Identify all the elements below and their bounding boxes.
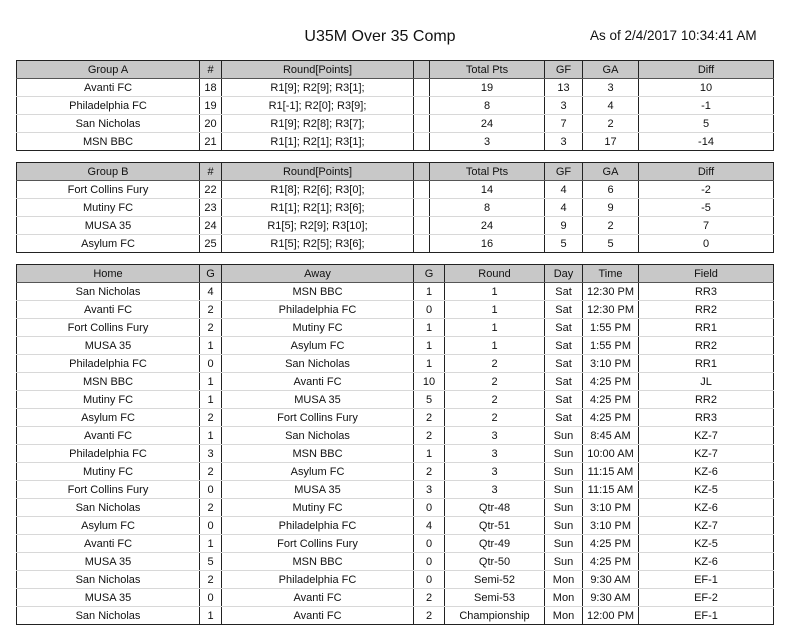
table-cell: MSN BBC (17, 133, 200, 151)
table-cell: 3 (445, 445, 545, 463)
table-cell: 0 (200, 589, 222, 607)
table-cell: 2 (414, 427, 445, 445)
table-cell: 3 (445, 463, 545, 481)
table-cell (414, 181, 430, 199)
table-row (17, 319, 774, 337)
table-cell: 0 (414, 535, 445, 553)
table-cell: 4:25 PM (583, 391, 639, 409)
table-cell: Avanti FC (222, 607, 414, 625)
table-cell: 1 (414, 445, 445, 463)
table-cell: KZ-6 (639, 553, 774, 571)
table-cell: R1[5]; R2[5]; R3[6]; (222, 235, 414, 253)
table-cell: EF-1 (639, 607, 774, 625)
table-cell: 3 (545, 133, 583, 151)
table-cell: JL (639, 373, 774, 391)
table-header-row (17, 61, 774, 79)
table-cell: Qtr-48 (445, 499, 545, 517)
table-cell: KZ-5 (639, 481, 774, 499)
table-cell: Mon (545, 589, 583, 607)
table-cell: 0 (639, 235, 774, 253)
table-cell: 25 (200, 235, 222, 253)
column-header: Day (545, 265, 583, 283)
table-cell: 4:25 PM (583, 535, 639, 553)
table-cell: Asylum FC (17, 517, 200, 535)
as-of-timestamp: As of 2/4/2017 10:34:41 AM (590, 28, 757, 43)
table-cell: 3 (200, 445, 222, 463)
table-cell: 5 (414, 391, 445, 409)
table-header-row (17, 265, 774, 283)
table-cell: San Nicholas (17, 115, 200, 133)
table-cell: 3:10 PM (583, 355, 639, 373)
table-cell: San Nicholas (222, 355, 414, 373)
table-cell: 2 (583, 115, 639, 133)
table-cell (414, 217, 430, 235)
table-cell: 1 (445, 337, 545, 355)
table-cell: 3 (445, 481, 545, 499)
table-cell: 0 (414, 571, 445, 589)
table-cell: Philadelphia FC (17, 445, 200, 463)
column-header: GA (583, 61, 639, 79)
table-cell: 2 (200, 301, 222, 319)
table-cell: 10 (414, 373, 445, 391)
table-cell: 1 (200, 607, 222, 625)
table-cell: 0 (414, 499, 445, 517)
table-row (17, 607, 774, 625)
table-cell: 12:30 PM (583, 301, 639, 319)
table-cell: 12:30 PM (583, 283, 639, 301)
table-cell (414, 79, 430, 97)
table-cell: R1[9]; R2[9]; R3[1]; (222, 79, 414, 97)
table-cell: Semi-53 (445, 589, 545, 607)
table-cell: 9 (545, 217, 583, 235)
table-cell: RR2 (639, 337, 774, 355)
table-cell: Championship (445, 607, 545, 625)
table-cell: -14 (639, 133, 774, 151)
table-cell: 2 (414, 409, 445, 427)
table-row (17, 517, 774, 535)
column-header: # (200, 163, 222, 181)
table-cell (414, 97, 430, 115)
table-cell: 1 (414, 283, 445, 301)
table-cell: 2 (200, 463, 222, 481)
column-header: Round (445, 265, 545, 283)
table-cell: Mutiny FC (17, 463, 200, 481)
table-cell: Asylum FC (17, 235, 200, 253)
table-cell: KZ-5 (639, 535, 774, 553)
table-cell: Qtr-51 (445, 517, 545, 535)
table-cell: Mutiny FC (17, 391, 200, 409)
column-header: Round[Points] (222, 163, 414, 181)
table-row (17, 199, 774, 217)
table-row (17, 553, 774, 571)
table-cell: MUSA 35 (17, 553, 200, 571)
table-cell: KZ-6 (639, 499, 774, 517)
table-cell: 3 (414, 481, 445, 499)
table-cell: 2 (414, 463, 445, 481)
table-cell: 2 (414, 607, 445, 625)
table-cell: RR2 (639, 391, 774, 409)
table-cell: 5 (545, 235, 583, 253)
table-cell: 4 (583, 97, 639, 115)
table-cell: Qtr-50 (445, 553, 545, 571)
table-cell: Avanti FC (17, 427, 200, 445)
table-cell: 24 (200, 217, 222, 235)
table-cell: 9 (583, 199, 639, 217)
table-cell: KZ-7 (639, 517, 774, 535)
table-row (17, 463, 774, 481)
table-cell: Philadelphia FC (222, 517, 414, 535)
table-row (17, 97, 774, 115)
table-cell: RR1 (639, 355, 774, 373)
table-cell: MSN BBC (222, 445, 414, 463)
table-cell: 22 (200, 181, 222, 199)
table-cell: 2 (200, 319, 222, 337)
table-cell: 1 (445, 283, 545, 301)
table-cell (414, 133, 430, 151)
column-header: Home (17, 265, 200, 283)
table-cell: MUSA 35 (17, 589, 200, 607)
table-cell: KZ-6 (639, 463, 774, 481)
table-cell: -1 (639, 97, 774, 115)
table-cell: 11:15 AM (583, 481, 639, 499)
table-cell: 2 (583, 217, 639, 235)
table-cell: 18 (200, 79, 222, 97)
table-cell: Asylum FC (222, 463, 414, 481)
column-header: Diff (639, 61, 774, 79)
table-cell: 13 (545, 79, 583, 97)
table-cell: RR3 (639, 409, 774, 427)
table-cell: 3 (445, 427, 545, 445)
table-cell: San Nicholas (17, 607, 200, 625)
table-cell: San Nicholas (17, 283, 200, 301)
table-cell: Mutiny FC (222, 499, 414, 517)
column-header (414, 163, 430, 181)
table-row (17, 133, 774, 151)
table-cell: 4 (414, 517, 445, 535)
table-cell: Avanti FC (222, 589, 414, 607)
table-cell: 2 (445, 391, 545, 409)
column-header: G (414, 265, 445, 283)
table-cell: MSN BBC (17, 373, 200, 391)
table-cell: 0 (414, 553, 445, 571)
table-row (17, 427, 774, 445)
table-cell: 2 (445, 355, 545, 373)
table-cell: Sun (545, 481, 583, 499)
table-cell: Mon (545, 607, 583, 625)
table-cell: San Nicholas (222, 427, 414, 445)
group-label: Group B (17, 163, 200, 181)
table-row (17, 181, 774, 199)
table-cell: RR2 (639, 301, 774, 319)
table-cell: 1 (414, 337, 445, 355)
table-cell: EF-2 (639, 589, 774, 607)
table-cell: Avanti FC (17, 535, 200, 553)
table-row (17, 589, 774, 607)
column-header: Round[Points] (222, 61, 414, 79)
table-row (17, 115, 774, 133)
table-cell: MUSA 35 (17, 337, 200, 355)
table-cell: Sat (545, 391, 583, 409)
table-cell: Sat (545, 301, 583, 319)
report-title: U35M Over 35 Comp (304, 28, 456, 45)
table-cell: 24 (430, 115, 545, 133)
column-header: GF (545, 61, 583, 79)
column-header: Total Pts (430, 61, 545, 79)
table-cell: MUSA 35 (222, 481, 414, 499)
table-cell: MSN BBC (222, 283, 414, 301)
table-cell: Sat (545, 337, 583, 355)
table-row (17, 235, 774, 253)
table-cell: 8 (430, 199, 545, 217)
table-cell: R1[9]; R2[8]; R3[7]; (222, 115, 414, 133)
table-cell (414, 199, 430, 217)
table-cell: 1 (445, 319, 545, 337)
table-cell: Sun (545, 517, 583, 535)
table-cell: 10 (639, 79, 774, 97)
table-cell: 9:30 AM (583, 571, 639, 589)
table-row (17, 445, 774, 463)
table-cell: Avanti FC (17, 301, 200, 319)
table-cell: 1 (200, 337, 222, 355)
table-cell: 4:25 PM (583, 373, 639, 391)
table-row (17, 481, 774, 499)
table-cell: Asylum FC (17, 409, 200, 427)
table-cell: 3 (545, 97, 583, 115)
table-cell: Fort Collins Fury (222, 535, 414, 553)
table-cell: Sat (545, 355, 583, 373)
table-cell: Mutiny FC (222, 319, 414, 337)
table-cell: Sat (545, 409, 583, 427)
table-cell: Sat (545, 283, 583, 301)
table-cell: 4:25 PM (583, 409, 639, 427)
table-cell: 2 (200, 409, 222, 427)
table-cell: 7 (639, 217, 774, 235)
table-cell: 5 (639, 115, 774, 133)
table-cell: 0 (414, 301, 445, 319)
table-cell: Fort Collins Fury (17, 319, 200, 337)
column-header: # (200, 61, 222, 79)
column-header: Total Pts (430, 163, 545, 181)
table-cell: 0 (200, 517, 222, 535)
table-cell: 7 (545, 115, 583, 133)
table-cell: R1[-1]; R2[0]; R3[9]; (222, 97, 414, 115)
table-cell: 1:55 PM (583, 319, 639, 337)
table-cell: 1 (445, 301, 545, 319)
table-cell: MUSA 35 (222, 391, 414, 409)
table-cell: 5 (583, 235, 639, 253)
table-cell: RR3 (639, 283, 774, 301)
column-header: G (200, 265, 222, 283)
table-cell: R1[8]; R2[6]; R3[0]; (222, 181, 414, 199)
column-header: Field (639, 265, 774, 283)
table-cell: EF-1 (639, 571, 774, 589)
table-cell: Sun (545, 427, 583, 445)
table-header-row (17, 163, 774, 181)
table-cell: Fort Collins Fury (17, 181, 200, 199)
table-cell: Avanti FC (17, 79, 200, 97)
table-cell: 5 (200, 553, 222, 571)
group-label: Group A (17, 61, 200, 79)
table-cell: 6 (583, 181, 639, 199)
table-cell: Sun (545, 535, 583, 553)
table-cell: 12:00 PM (583, 607, 639, 625)
table-row (17, 571, 774, 589)
table-cell: Sun (545, 553, 583, 571)
column-header: Diff (639, 163, 774, 181)
table-cell: 4 (200, 283, 222, 301)
table-row (17, 391, 774, 409)
table-row (17, 79, 774, 97)
table-row (17, 535, 774, 553)
table-cell: R1[5]; R2[9]; R3[10]; (222, 217, 414, 235)
table-cell: 3 (583, 79, 639, 97)
column-header (414, 61, 430, 79)
column-header: Away (222, 265, 414, 283)
table-cell: Avanti FC (222, 373, 414, 391)
table-cell: 24 (430, 217, 545, 235)
table-cell (414, 235, 430, 253)
table-cell: Sun (545, 463, 583, 481)
group-b-standings-table (16, 162, 774, 253)
table-cell: 11:15 AM (583, 463, 639, 481)
table-cell: Philadelphia FC (17, 97, 200, 115)
table-cell: 3 (430, 133, 545, 151)
table-cell: San Nicholas (17, 571, 200, 589)
table-cell: 1 (200, 391, 222, 409)
table-row (17, 301, 774, 319)
table-row (17, 409, 774, 427)
table-cell: 1:55 PM (583, 337, 639, 355)
table-cell: 2 (200, 571, 222, 589)
games-schedule-table (16, 264, 774, 625)
table-cell: Fort Collins Fury (222, 409, 414, 427)
table-cell: Sun (545, 445, 583, 463)
table-cell: -5 (639, 199, 774, 217)
table-cell: 3:10 PM (583, 499, 639, 517)
table-cell: Philadelphia FC (17, 355, 200, 373)
table-cell: 4 (545, 181, 583, 199)
table-cell (414, 115, 430, 133)
table-cell: Sat (545, 319, 583, 337)
table-cell: MUSA 35 (17, 217, 200, 235)
table-cell: 10:00 AM (583, 445, 639, 463)
table-cell: Sat (545, 373, 583, 391)
table-cell: R1[1]; R2[1]; R3[1]; (222, 133, 414, 151)
table-cell: 17 (583, 133, 639, 151)
table-cell: 20 (200, 115, 222, 133)
table-cell: KZ-7 (639, 427, 774, 445)
table-cell: 19 (430, 79, 545, 97)
table-cell: Sun (545, 499, 583, 517)
table-cell: San Nicholas (17, 499, 200, 517)
table-cell: RR1 (639, 319, 774, 337)
table-cell: 16 (430, 235, 545, 253)
table-cell: Semi-52 (445, 571, 545, 589)
table-cell: 23 (200, 199, 222, 217)
table-cell: Asylum FC (222, 337, 414, 355)
table-cell: 1 (414, 319, 445, 337)
table-cell: 8 (430, 97, 545, 115)
table-cell: Mon (545, 571, 583, 589)
table-cell: Philadelphia FC (222, 571, 414, 589)
table-cell: Mutiny FC (17, 199, 200, 217)
table-row (17, 373, 774, 391)
table-cell: 19 (200, 97, 222, 115)
table-cell: 14 (430, 181, 545, 199)
table-row (17, 283, 774, 301)
table-cell: Philadelphia FC (222, 301, 414, 319)
table-cell: KZ-7 (639, 445, 774, 463)
column-header: GA (583, 163, 639, 181)
table-cell: 1 (200, 427, 222, 445)
table-cell: 4 (545, 199, 583, 217)
column-header: Time (583, 265, 639, 283)
table-cell: 0 (200, 355, 222, 373)
table-cell: 2 (445, 409, 545, 427)
table-row (17, 217, 774, 235)
table-cell: 4:25 PM (583, 553, 639, 571)
table-cell: 0 (200, 481, 222, 499)
table-cell: 2 (414, 589, 445, 607)
table-cell: -2 (639, 181, 774, 199)
table-cell: 1 (200, 373, 222, 391)
table-cell: 9:30 AM (583, 589, 639, 607)
table-row (17, 337, 774, 355)
table-cell: 2 (445, 373, 545, 391)
table-cell: 21 (200, 133, 222, 151)
table-row (17, 499, 774, 517)
table-cell: R1[1]; R2[1]; R3[6]; (222, 199, 414, 217)
table-cell: 1 (414, 355, 445, 373)
table-cell: Qtr-49 (445, 535, 545, 553)
table-row (17, 355, 774, 373)
table-cell: 8:45 AM (583, 427, 639, 445)
table-cell: Fort Collins Fury (17, 481, 200, 499)
table-cell: 1 (200, 535, 222, 553)
table-cell: MSN BBC (222, 553, 414, 571)
table-cell: 3:10 PM (583, 517, 639, 535)
group-a-standings-table (16, 60, 774, 151)
column-header: GF (545, 163, 583, 181)
table-cell: 2 (200, 499, 222, 517)
